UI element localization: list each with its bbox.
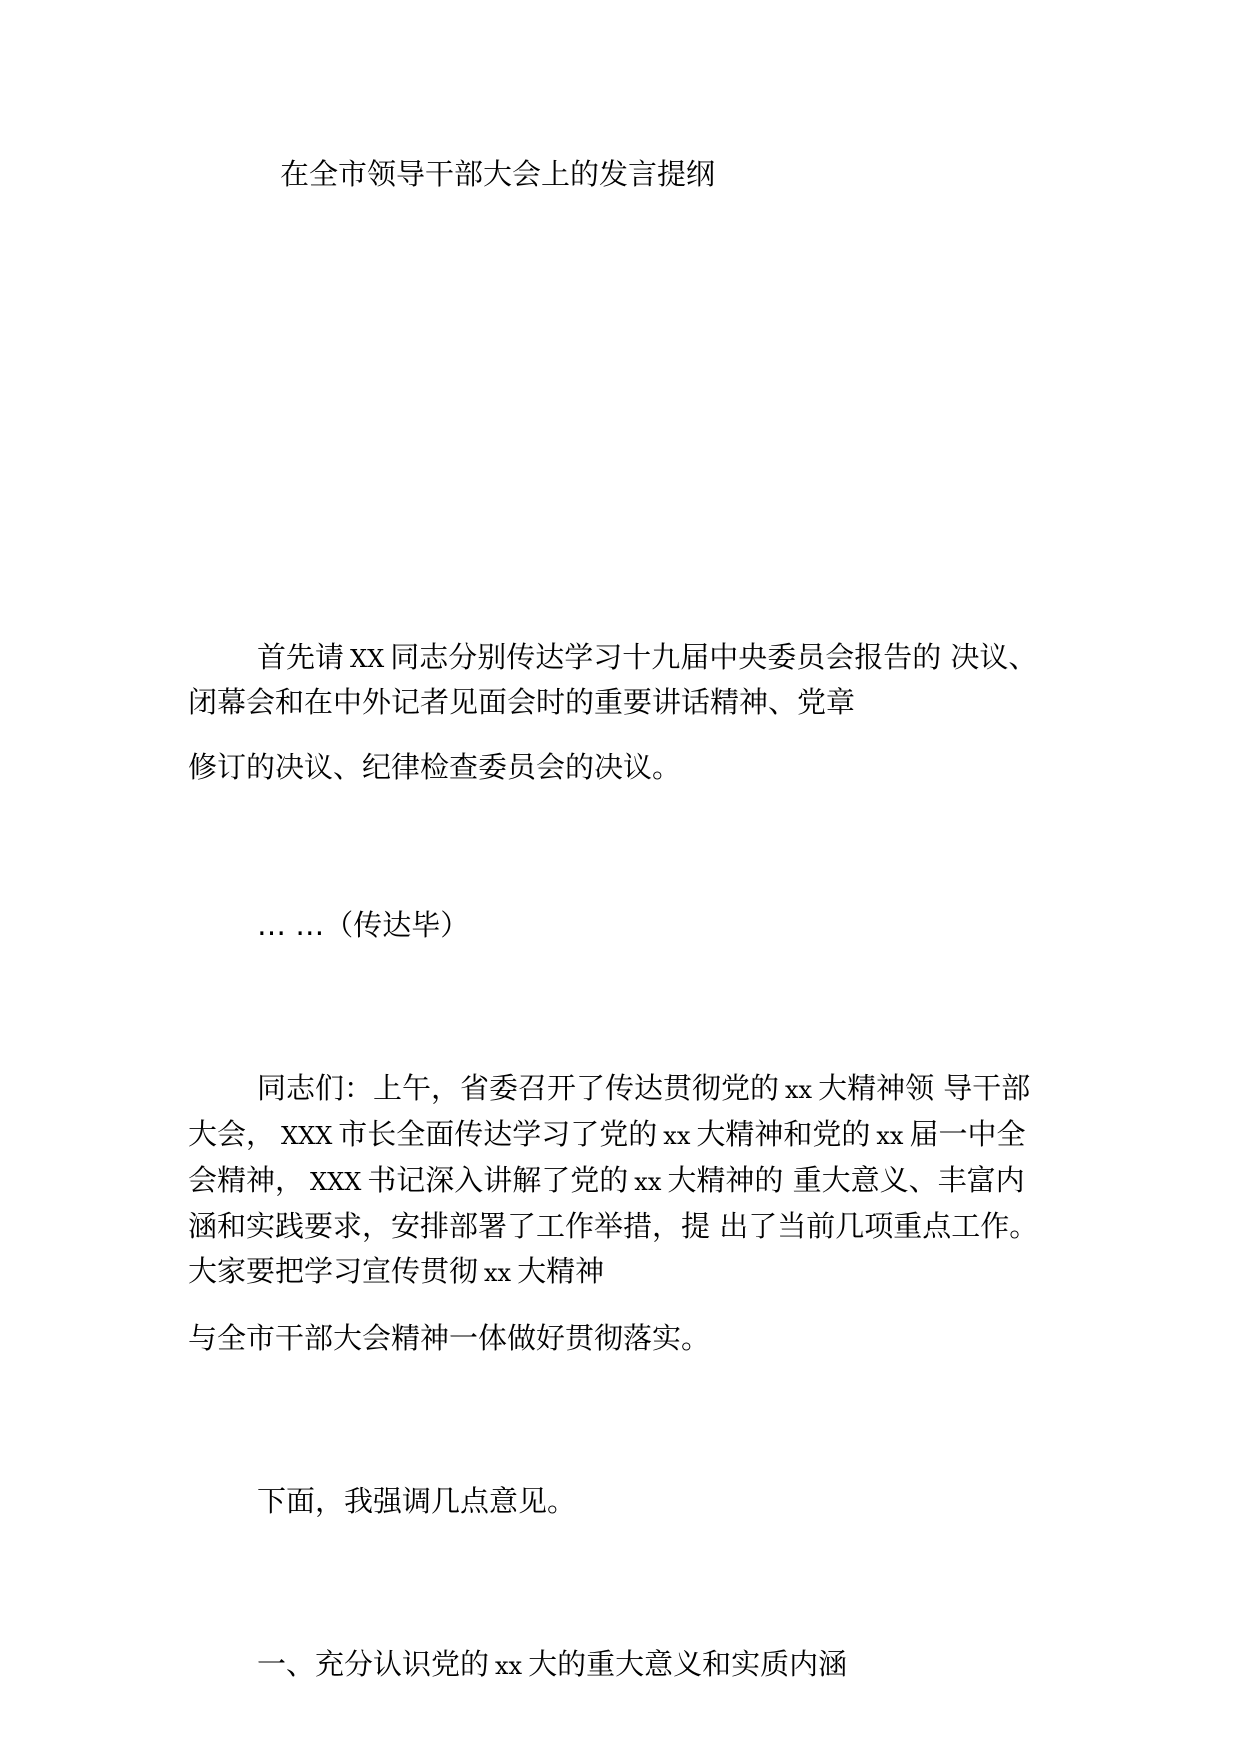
text-segment: xx xyxy=(484,1259,512,1287)
text-segment: 大精神的 重大意义、丰富内 xyxy=(667,1163,1025,1197)
text-segment: 大精神 xyxy=(517,1254,605,1288)
paragraph-3-line-2 xyxy=(188,1114,1025,1156)
text-segment: 大会， xyxy=(188,1117,276,1151)
text-segment: 大精神领 导干部 xyxy=(818,1071,1031,1105)
text-segment: xx xyxy=(663,1122,691,1150)
paragraph-3-line-5 xyxy=(188,1251,604,1293)
text-segment: 一、充分认识党的 xyxy=(257,1647,490,1681)
text-segment: 同志们：上午，省委召开了传达贯彻党的 xyxy=(257,1071,780,1105)
text-segment: xx xyxy=(634,1168,662,1196)
paragraph-3-line-1 xyxy=(257,1068,1030,1110)
paragraph-3-line-6: 与全市干部大会精神一体做好贯彻落实。 xyxy=(188,1321,711,1355)
paragraph-1-line-1 xyxy=(257,637,1037,679)
text-segment: 大的重大意义和实质内涵 xyxy=(528,1647,848,1681)
text-segment: 书记深入讲解了党的 xyxy=(367,1163,629,1197)
text-segment: 大精神和党的 xyxy=(696,1117,871,1151)
paragraph-3-line-4: 涵和实践要求，安排部署了工作举措，提 出了当前几项重点工作。 xyxy=(188,1209,1039,1243)
document-title: 在全市领导干部大会上的发言提纲 xyxy=(280,157,716,191)
text-segment: 会精神， xyxy=(188,1163,305,1197)
text-segment: xx xyxy=(876,1122,904,1150)
paragraph-1-line-2: 闭幕会和在中外记者见面会时的重要讲话精神、党章 xyxy=(188,685,856,719)
text-segment: 市长全面传达学习了党的 xyxy=(338,1117,658,1151)
paragraph-2: … …（传达毕） xyxy=(257,908,470,942)
paragraph-3-line-3 xyxy=(188,1160,1025,1202)
text-segment: XXX xyxy=(281,1122,333,1150)
text-segment: 同志分别传达学习十九届中央委员会报告的 决议、 xyxy=(390,640,1038,674)
text-segment: 届一中全 xyxy=(909,1117,1026,1151)
text-segment: XX xyxy=(350,645,385,673)
paragraph-1-line-3: 修订的决议、纪律检查委员会的决议。 xyxy=(188,750,682,784)
text-segment: xx xyxy=(785,1076,813,1104)
text-segment: XXX xyxy=(310,1168,362,1196)
text-segment: 大家要把学习宣传贯彻 xyxy=(188,1254,479,1288)
section-heading-1 xyxy=(257,1644,847,1686)
text-segment: 首先请 xyxy=(257,640,345,674)
paragraph-4: 下面，我强调几点意见。 xyxy=(257,1484,577,1518)
text-segment: xx xyxy=(495,1652,523,1680)
